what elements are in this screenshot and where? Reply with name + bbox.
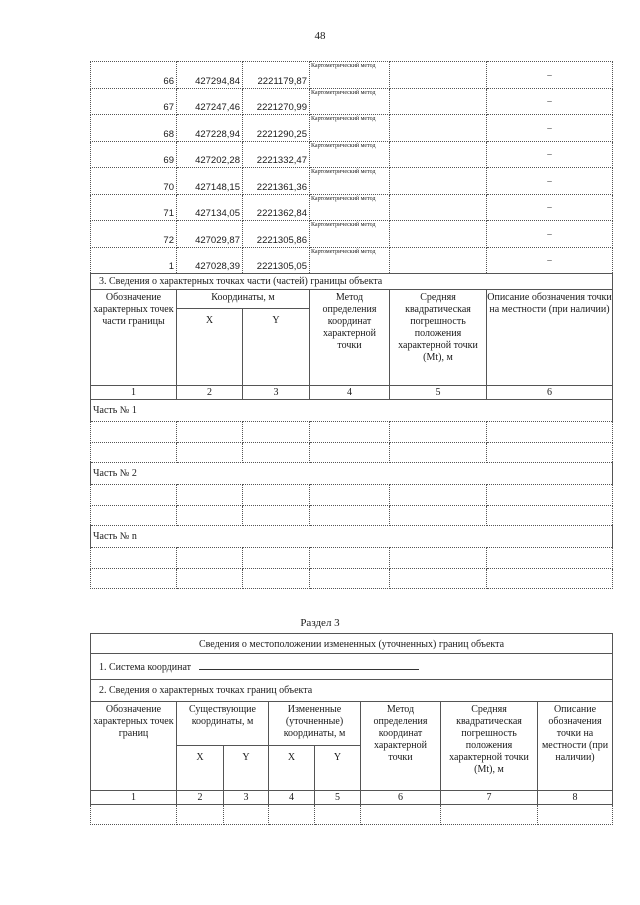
part-label: Часть № 1 bbox=[91, 400, 613, 422]
s3-header-x1: X bbox=[177, 746, 224, 791]
column-number: 5 bbox=[315, 791, 361, 805]
point-x: 427202,28 bbox=[177, 141, 243, 168]
coordinates-table bbox=[90, 61, 613, 589]
column-number: 4 bbox=[269, 791, 315, 805]
page-number: 48 bbox=[314, 30, 326, 42]
coord-row bbox=[91, 115, 613, 142]
point-x: 427134,05 bbox=[177, 194, 243, 221]
column-number: 5 bbox=[390, 386, 487, 400]
point-id: 71 bbox=[91, 194, 177, 221]
point-method: Картометрический метод bbox=[310, 221, 390, 248]
part-empty-cell bbox=[243, 505, 310, 526]
column-number: 1 bbox=[91, 791, 177, 805]
point-error bbox=[390, 88, 487, 115]
point-x: 427029,87 bbox=[177, 221, 243, 248]
part-empty-cell bbox=[243, 485, 310, 506]
point-y: 2221332,47 bbox=[243, 141, 310, 168]
s3-header-method: Метод определения координат характерной точки bbox=[361, 702, 441, 791]
coord-row bbox=[91, 168, 613, 195]
s3-empty-cell bbox=[91, 805, 177, 825]
part-empty-cell bbox=[310, 548, 390, 569]
coord-system-blank bbox=[199, 660, 419, 670]
part-empty-cell bbox=[310, 568, 390, 589]
point-error bbox=[390, 62, 487, 89]
point-y: 2221362,84 bbox=[243, 194, 310, 221]
coord-row bbox=[91, 194, 613, 221]
point-id: 1 bbox=[91, 247, 177, 274]
part-empty-cell bbox=[310, 422, 390, 443]
column-number: 2 bbox=[177, 386, 243, 400]
part-empty-cell bbox=[390, 442, 487, 463]
point-method: Картометрический метод bbox=[310, 247, 390, 274]
point-error bbox=[390, 194, 487, 221]
point-id: 68 bbox=[91, 115, 177, 142]
part-label: Часть № 2 bbox=[91, 463, 613, 485]
point-x: 427028,39 bbox=[177, 247, 243, 274]
s3-empty-cell bbox=[315, 805, 361, 825]
column-number: 1 bbox=[91, 386, 177, 400]
column-number: 8 bbox=[538, 791, 613, 805]
point-desc: – bbox=[487, 221, 613, 248]
point-id: 69 bbox=[91, 141, 177, 168]
part-empty-cell bbox=[487, 442, 613, 463]
column-number: 6 bbox=[487, 386, 613, 400]
point-id: 70 bbox=[91, 168, 177, 195]
header-x: X bbox=[177, 309, 243, 386]
header-method: Метод определения координат характерной точки bbox=[310, 290, 390, 386]
header-error: Средняя квадратическая погрешность положения характерной точки (Mt), м bbox=[390, 290, 487, 386]
column-number: 3 bbox=[224, 791, 269, 805]
point-x: 427294,84 bbox=[177, 62, 243, 89]
point-desc: – bbox=[487, 115, 613, 142]
point-desc: – bbox=[487, 62, 613, 89]
s3-header-y1: Y bbox=[224, 746, 269, 791]
point-x: 427247,46 bbox=[177, 88, 243, 115]
point-y: 2221361,36 bbox=[243, 168, 310, 195]
part-label: Часть № n bbox=[91, 526, 613, 548]
s3-header-designation: Обозначение характерных точек границ bbox=[91, 702, 177, 791]
part-empty-cell bbox=[310, 442, 390, 463]
column-number: 2 bbox=[177, 791, 224, 805]
part-empty-cell bbox=[177, 442, 243, 463]
part-empty-cell bbox=[243, 548, 310, 569]
s3-header-y2: Y bbox=[315, 746, 361, 791]
part-empty-cell bbox=[487, 548, 613, 569]
point-desc: – bbox=[487, 168, 613, 195]
part-empty-cell bbox=[177, 548, 243, 569]
part-empty-cell bbox=[243, 422, 310, 443]
s3-empty-cell bbox=[177, 805, 224, 825]
part-empty-cell bbox=[487, 485, 613, 506]
point-error bbox=[390, 115, 487, 142]
part-empty-cell bbox=[91, 422, 177, 443]
points-title: 2. Сведения о характерных точках границ объекта bbox=[91, 680, 613, 702]
point-method: Картометрический метод bbox=[310, 168, 390, 195]
s3-header-existing: Существующие координаты, м bbox=[177, 702, 269, 746]
coord-system-row bbox=[91, 654, 613, 680]
s3-empty-cell bbox=[441, 805, 538, 825]
part-empty-cell bbox=[177, 505, 243, 526]
coord-system-label: 1. Система координат bbox=[99, 662, 192, 673]
section3-title: Раздел 3 bbox=[300, 617, 340, 629]
part-empty-cell bbox=[310, 505, 390, 526]
s3-empty-cell bbox=[224, 805, 269, 825]
part-empty-cell bbox=[177, 568, 243, 589]
point-x: 427148,15 bbox=[177, 168, 243, 195]
part-empty-cell bbox=[487, 505, 613, 526]
part-empty-cell bbox=[91, 485, 177, 506]
s3-header-x2: X bbox=[269, 746, 315, 791]
column-number: 7 bbox=[441, 791, 538, 805]
part-empty-cell bbox=[91, 442, 177, 463]
point-method: Картометрический метод bbox=[310, 141, 390, 168]
point-desc: – bbox=[487, 88, 613, 115]
coord-row bbox=[91, 247, 613, 274]
section3-table bbox=[90, 633, 613, 825]
part-empty-cell bbox=[177, 485, 243, 506]
section3-table-title: Сведения о местоположении измененных (уточненных) границ объекта bbox=[91, 634, 613, 654]
point-y: 2221290,25 bbox=[243, 115, 310, 142]
part-empty-cell bbox=[487, 568, 613, 589]
part-empty-cell bbox=[390, 422, 487, 443]
s3-header-changed: Измененные (уточненные) координаты, м bbox=[269, 702, 361, 746]
point-desc: – bbox=[487, 194, 613, 221]
part-empty-cell bbox=[91, 548, 177, 569]
s3-empty-cell bbox=[538, 805, 613, 825]
coord-row bbox=[91, 88, 613, 115]
column-number: 4 bbox=[310, 386, 390, 400]
s3-empty-cell bbox=[361, 805, 441, 825]
point-method: Картометрический метод bbox=[310, 194, 390, 221]
point-x: 427228,94 bbox=[177, 115, 243, 142]
point-method: Картометрический метод bbox=[310, 88, 390, 115]
part-section-title: 3. Сведения о характерных точках части (частей) границы объекта bbox=[91, 274, 613, 290]
s3-header-desc: Описание обозначения точки на местности (при наличии) bbox=[538, 702, 613, 791]
part-empty-cell bbox=[390, 548, 487, 569]
part-empty-cell bbox=[91, 568, 177, 589]
part-empty-cell bbox=[487, 422, 613, 443]
header-coords: Координаты, м bbox=[177, 290, 310, 309]
part-empty-cell bbox=[243, 568, 310, 589]
header-desc: Описание обозначения точки на местности (при наличии) bbox=[487, 290, 613, 386]
part-empty-cell bbox=[177, 422, 243, 443]
point-desc: – bbox=[487, 141, 613, 168]
point-y: 2221305,05 bbox=[243, 247, 310, 274]
s3-header-error: Средняя квадратическая погрешность положения характерной точки (Mt), м bbox=[441, 702, 538, 791]
point-error bbox=[390, 247, 487, 274]
coord-row bbox=[91, 141, 613, 168]
point-method: Картометрический метод bbox=[310, 115, 390, 142]
s3-empty-cell bbox=[269, 805, 315, 825]
point-error bbox=[390, 141, 487, 168]
part-empty-cell bbox=[243, 442, 310, 463]
point-id: 72 bbox=[91, 221, 177, 248]
coord-row bbox=[91, 221, 613, 248]
point-y: 2221305,86 bbox=[243, 221, 310, 248]
point-method: Картометрический метод bbox=[310, 62, 390, 89]
header-designation: Обозначение характерных точек части границы bbox=[91, 290, 177, 386]
point-error bbox=[390, 221, 487, 248]
part-empty-cell bbox=[390, 485, 487, 506]
part-empty-cell bbox=[91, 505, 177, 526]
point-error bbox=[390, 168, 487, 195]
point-y: 2221179,87 bbox=[243, 62, 310, 89]
header-y: Y bbox=[243, 309, 310, 386]
part-empty-cell bbox=[390, 568, 487, 589]
point-id: 66 bbox=[91, 62, 177, 89]
point-y: 2221270,99 bbox=[243, 88, 310, 115]
column-number: 3 bbox=[243, 386, 310, 400]
point-desc: – bbox=[487, 247, 613, 274]
part-empty-cell bbox=[310, 485, 390, 506]
part-empty-cell bbox=[390, 505, 487, 526]
coord-row bbox=[91, 62, 613, 89]
column-number: 6 bbox=[361, 791, 441, 805]
point-id: 67 bbox=[91, 88, 177, 115]
